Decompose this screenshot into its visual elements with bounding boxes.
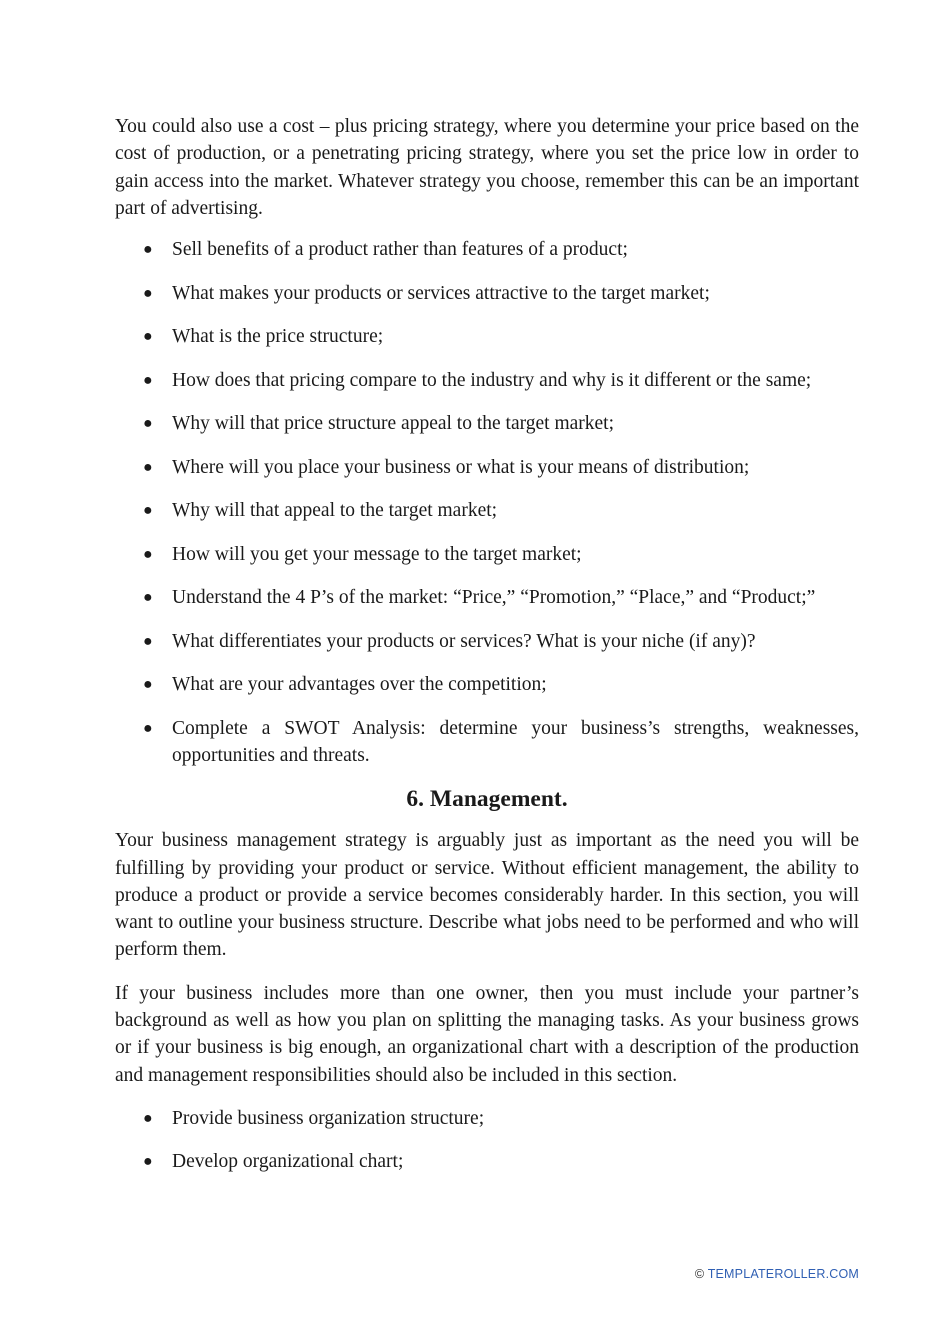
list-item-text: Why will that appeal to the target market; (172, 500, 498, 522)
section-heading-management: 6. Management. (406, 786, 568, 813)
list-item-text: Where will you place your business or what is your means of distribution; (172, 456, 750, 478)
bullet-icon: ● (143, 458, 153, 476)
bullet-icon: ● (143, 676, 153, 694)
list-item-text: What are your advantages over the competition; (172, 674, 547, 696)
bullet-icon: ● (143, 415, 153, 433)
list-item-text: How will you get your message to the target market; (172, 543, 582, 565)
list-item-text: Complete a SWOT Analysis: determine your business’s strengths, weaknesses, opportunities and threats. (172, 717, 859, 766)
list-item (115, 1148, 859, 1175)
list-item (115, 367, 859, 394)
list-item-text: Develop organizational chart; (172, 1151, 404, 1173)
bullet-icon: ● (143, 371, 153, 389)
list-item-text: Sell benefits of a product rather than features of a product; (172, 239, 628, 261)
list-item-text: What makes your products or services attractive to the target market; (172, 282, 710, 304)
bullet-icon: ● (143, 545, 153, 563)
list-item (115, 323, 859, 350)
copyright-icon: © (694, 1267, 705, 1281)
list-item-text: What is the price structure; (172, 326, 384, 348)
list-item-text: What differentiates your products or services? What is your niche (if any)? (172, 630, 756, 652)
list-item-text: Why will that price structure appeal to the target market; (172, 413, 615, 435)
management-bullet-list (115, 1105, 859, 1176)
list-item (115, 280, 859, 307)
list-item (115, 454, 859, 481)
bullet-icon: ● (143, 502, 153, 520)
list-item-text: Understand the 4 P’s of the market: “Price,” “Promotion,” “Place,” and “Product;” (172, 587, 816, 609)
management-paragraph-1: Your business management strategy is arguably just as important as the need you will be fulfilling by providing your product or service. Without efficient management, the ability to produce a product or provide a service becomes considerably harder. In this section, you will want to outline your business structure. Describe what jobs need to be performed and who will perform them. (115, 830, 859, 961)
bullet-icon: ● (143, 284, 153, 302)
list-item (115, 1105, 859, 1132)
list-item (115, 715, 859, 770)
list-item (115, 584, 859, 611)
bullet-icon: ● (143, 589, 153, 607)
bullet-icon: ● (143, 632, 153, 650)
list-item-text: How does that pricing compare to the industry and why is it different or the same; (172, 369, 812, 391)
bullet-icon: ● (143, 1153, 153, 1171)
intro-paragraph: You could also use a cost – plus pricing strategy, where you determine your price based on the cost of production, or a penetrating pricing strategy, where you set the price low in order to gain access into the market. Whatever strategy you choose, remember this can be an important part of advertising. (115, 116, 859, 219)
bullet-icon: ● (143, 241, 153, 259)
bullet-icon: ● (143, 328, 153, 346)
list-item (115, 410, 859, 437)
footer-credit (695, 1267, 859, 1281)
document-page (115, 113, 859, 1192)
marketing-bullet-list (115, 236, 859, 769)
list-item (115, 671, 859, 698)
management-paragraph-2: If your business includes more than one owner, then you must include your partner’s background as well as how you plan on splitting the managing tasks. As your business grows or if your business is big enough, an organizational chart with a description of the production and management responsibilities should also be included in this section. (115, 982, 859, 1086)
list-item (115, 236, 859, 263)
bullet-icon: ● (143, 1109, 153, 1127)
site-link[interactable]: TEMPLATEROLLER.COM (707, 1267, 859, 1281)
list-item (115, 497, 859, 524)
bullet-icon: ● (143, 719, 153, 737)
list-item (115, 628, 859, 655)
list-item (115, 541, 859, 568)
list-item-text: Provide business organization structure; (172, 1107, 485, 1129)
